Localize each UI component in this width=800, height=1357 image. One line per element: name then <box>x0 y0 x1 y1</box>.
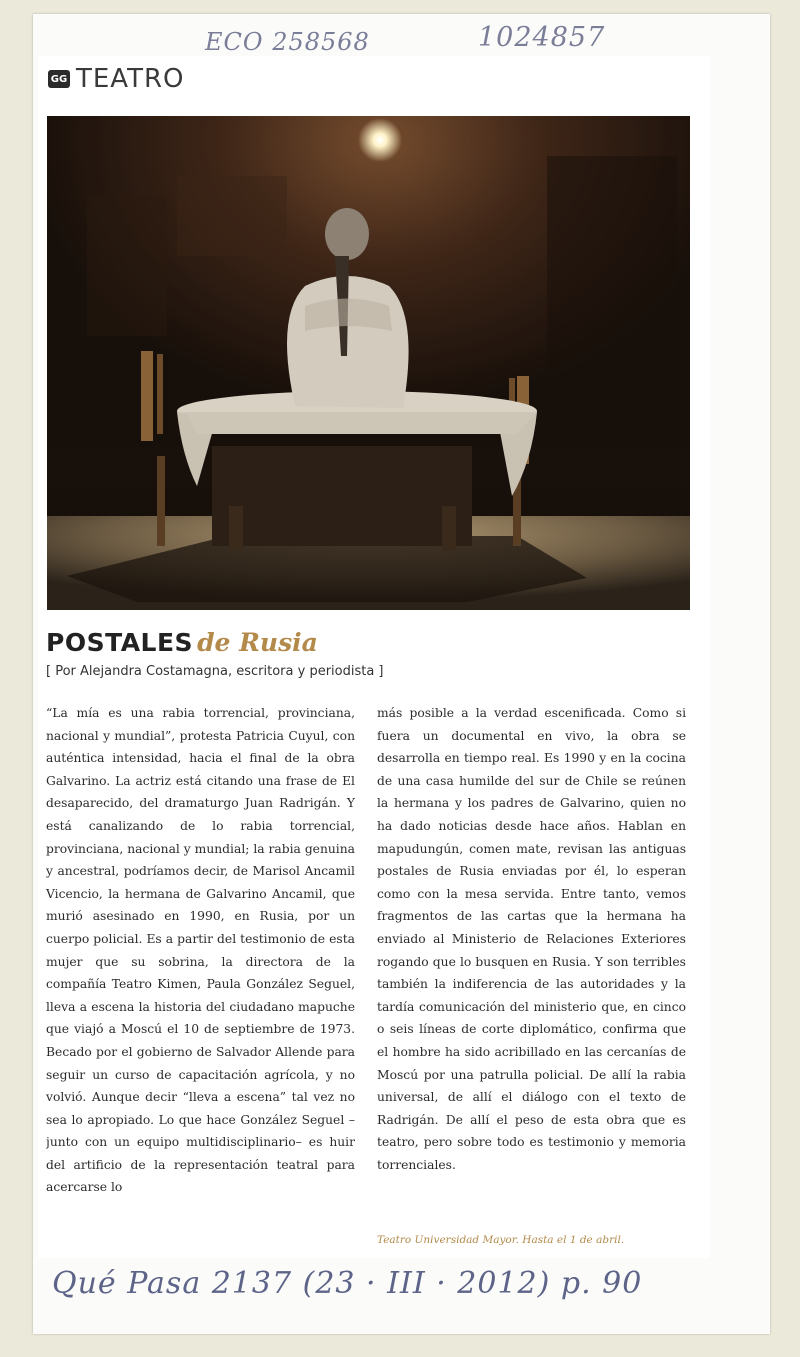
byline: [ Por Alejandra Costamagna, escritora y periodista ] <box>46 664 384 679</box>
title-accent: de Rusia <box>197 628 318 657</box>
section-label: TEATRO <box>76 64 185 94</box>
title-main: POSTALES <box>46 628 194 657</box>
handwritten-code-left: ECO 258568 <box>205 28 370 56</box>
article-column-right: más posible a la verdad escenificada. Como si fuera un documental en vivo, la obra se desarrolla en tiempo real. Es 1990 y en la cocina de una casa humilde del sur de Chile se reúnen la hermana y los padres de Galvarino, quien no ha dado noticias desde hace años. Hablan en mapudungún, comen mate, revisan las antiguas postales de Rusia enviadas por él, lo esperan como con la mesa servida. Entre tanto, vemos fragmentos de las cartas que la hermana ha enviado al Ministerio de Relaciones Exteriores rogando que lo busquen en Rusia. Y son terribles también la indiferencia de las autoridades y la tardía comunicación del ministerio que, en cinco o seis líneas de corte diplomático, confirma que el hombre ha sido acribillado en las cercanías de Moscú por una patrulla policial. De allí la rabia universal, de allí el diálogo con el texto de Radrigán. De allí el peso de esta obra que es teatro, pero sobre todo es testimonio y memoria torrenciales. <box>377 706 686 1172</box>
section-header <box>48 64 185 94</box>
article-title <box>46 626 318 660</box>
venue-credit: Teatro Universidad Mayor. Hasta el 1 de abril. <box>377 1234 625 1246</box>
handwritten-code-right: 1024857 <box>478 22 606 53</box>
section-logo-icon: GG <box>48 70 70 88</box>
stage-photo <box>47 116 690 610</box>
handwritten-source-note: Qué Pasa 2137 (23 · III · 2012) p. 90 <box>52 1266 643 1301</box>
article-column-left: “La mía es una rabia torrencial, provinciana, nacional y mundial”, protesta Patricia Cuyul, con auténtica intensidad, hacia el final de la obra Galvarino. La actriz está citando una frase de El desaparecido, del dramaturgo Juan Radrigán. Y está canalizando de lo rabia torrencial, provinciana, nacional y mundial; la rabia genuina y ancestral, podríamos decir, de Marisol Ancamil Vicencio, la hermana de Galvarino Ancamil, que murió asesinado en 1990, en Rusia, por un cuerpo policial. Es a partir del testimonio de esta mujer que su sobrina, la directora de la compañía Teatro Kimen, Paula González Seguel, lleva a escena la historia del ciudadano mapuche que viajó a Moscú el 10 de septiembre de 1973. Becado por el gobierno de Salvador Allende para seguir un curso de capacitación agrícola, y no volvió. Aunque decir “lleva a escena” tal vez no sea lo apropiado. Lo que hace González Seguel –junto con un equipo multidisciplinario– es huir del artificio de la representación teatral para acercarse lo <box>46 706 355 1195</box>
